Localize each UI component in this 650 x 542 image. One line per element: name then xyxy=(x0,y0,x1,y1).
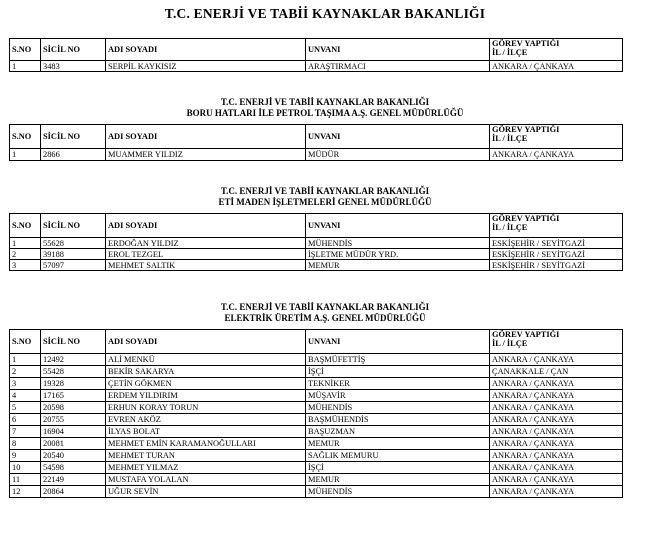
cell-sicil: 20755 xyxy=(41,414,106,426)
cell-location: ANKARA / ÇANKAYA xyxy=(490,486,623,498)
personnel-table-2 xyxy=(9,124,623,161)
cell-name: ERHUN KORAY TORUN xyxy=(106,402,306,414)
cell-sicil: 55628 xyxy=(41,238,106,249)
table-header-row xyxy=(10,39,623,61)
header-name: ADI SOYADI xyxy=(106,125,306,149)
cell-sicil: 20540 xyxy=(41,450,106,462)
table-header-row xyxy=(10,214,623,238)
cell-name: İLYAS BOLAT xyxy=(106,426,306,438)
cell-sno: 8 xyxy=(10,438,41,450)
header-location xyxy=(490,125,623,149)
header-location-line1: GÖREV YAPTIĞI xyxy=(492,214,560,223)
header-location-line1: GÖREV YAPTIĞI xyxy=(492,330,560,339)
cell-sno: 2 xyxy=(10,249,41,260)
cell-sno: 12 xyxy=(10,486,41,498)
cell-title: MEMUR xyxy=(306,260,490,271)
header-location-line2: İL / İLÇE xyxy=(492,48,528,58)
cell-title: MEMUR xyxy=(306,474,490,486)
cell-name: MEHMET YILMAZ xyxy=(106,462,306,474)
cell-name: MEHMET TURAN xyxy=(106,450,306,462)
cell-name: ALİ MENKÜ xyxy=(106,354,306,366)
header-title: UNVANI xyxy=(306,125,490,149)
page-title: T.C. ENERJİ VE TABİİ KAYNAKLAR BAKANLIĞI xyxy=(164,6,486,21)
cell-sno: 9 xyxy=(10,450,41,462)
cell-location: ANKARA / ÇANKAYA xyxy=(490,378,623,390)
table-row xyxy=(10,486,623,498)
cell-title: MÜHENDİS xyxy=(306,238,490,249)
cell-sno: 6 xyxy=(10,414,41,426)
cell-location: ANKARA / ÇANKAYA xyxy=(490,426,623,438)
cell-name: SERPİL KAYKISIZ xyxy=(106,61,306,72)
header-location-line2: İL / İLÇE xyxy=(492,339,528,349)
cell-sno: 10 xyxy=(10,462,41,474)
header-sno: S.NO xyxy=(10,330,41,354)
table-row xyxy=(10,249,623,260)
cell-sicil: 16904 xyxy=(41,426,106,438)
cell-sno: 1 xyxy=(10,61,41,72)
cell-sicil: 20864 xyxy=(41,486,106,498)
cell-sicil: 39188 xyxy=(41,249,106,260)
table-row xyxy=(10,414,623,426)
header-name: ADI SOYADI xyxy=(106,39,306,61)
cell-name: ÇETİN GÖKMEN xyxy=(106,378,306,390)
cell-sicil: 20081 xyxy=(41,438,106,450)
cell-location: ESKİŞEHİR / SEYİTGAZİ xyxy=(490,238,623,249)
cell-location: ESKİŞEHİR / SEYİTGAZİ xyxy=(490,249,623,260)
cell-name: MUSTAFA YOLALAN xyxy=(106,474,306,486)
section-2-title-org: BORU HATLARI İLE PETROL TAŞIMA A.Ş. GENEL MÜDÜRLÜĞÜ xyxy=(186,108,464,118)
section-4-title-ministry: T.C. ENERJİ VE TABİİ KAYNAKLAR BAKANLIĞI xyxy=(220,302,430,312)
header-location xyxy=(490,330,623,354)
cell-location: ANKARA / ÇANKAYA xyxy=(490,61,623,72)
table-row xyxy=(10,390,623,402)
cell-sicil: 2866 xyxy=(41,149,106,161)
cell-location: ANKARA / ÇANKAYA xyxy=(490,402,623,414)
cell-location: ANKARA / ÇANKAYA xyxy=(490,462,623,474)
header-sicil: SİCİL NO xyxy=(41,214,106,238)
table-row xyxy=(10,354,623,366)
table-row xyxy=(10,438,623,450)
section-3-title-ministry: T.C. ENERJİ VE TABİİ KAYNAKLAR BAKANLIĞI xyxy=(220,186,430,196)
cell-location: ANKARA / ÇANKAYA xyxy=(490,414,623,426)
cell-sno: 1 xyxy=(10,238,41,249)
cell-title: BAŞUZMAN xyxy=(306,426,490,438)
cell-title: BAŞMÜHENDİS xyxy=(306,414,490,426)
header-location-line2: İL / İLÇE xyxy=(492,134,528,144)
cell-title: SAĞLIK MEMURU xyxy=(306,450,490,462)
section-4-title-org: ELEKTRİK ÜRETİM A.Ş. GENEL MÜDÜRLÜĞÜ xyxy=(224,313,426,323)
header-location xyxy=(490,39,623,61)
header-title: UNVANI xyxy=(306,214,490,238)
cell-title: BAŞMÜFETTİŞ xyxy=(306,354,490,366)
cell-title: ARAŞTIRMACI xyxy=(306,61,490,72)
cell-title: İŞLETME MÜDÜR YRD. xyxy=(306,249,490,260)
cell-sno: 1 xyxy=(10,149,41,161)
cell-sno: 5 xyxy=(10,402,41,414)
cell-location: ANKARA / ÇANKAYA xyxy=(490,354,623,366)
cell-sicil: 55428 xyxy=(41,366,106,378)
cell-title: MÜHENDİS xyxy=(306,486,490,498)
cell-sicil: 19328 xyxy=(41,378,106,390)
cell-sno: 1 xyxy=(10,354,41,366)
header-sno: S.NO xyxy=(10,214,41,238)
header-name: ADI SOYADI xyxy=(106,214,306,238)
cell-sno: 3 xyxy=(10,378,41,390)
cell-name: MEHMET EMİN KARAMANOĞULLARI xyxy=(106,438,306,450)
cell-sicil: 22149 xyxy=(41,474,106,486)
header-sno: S.NO xyxy=(10,125,41,149)
section-2-title-ministry: T.C. ENERJİ VE TABİİ KAYNAKLAR BAKANLIĞI xyxy=(220,97,430,107)
cell-name: MUAMMER YILDIZ xyxy=(106,149,306,161)
cell-title: MÜDÜR xyxy=(306,149,490,161)
cell-title: İŞÇİ xyxy=(306,366,490,378)
cell-name: ERDEM YILDIRIM xyxy=(106,390,306,402)
cell-title: TEKNİKER xyxy=(306,378,490,390)
table-row xyxy=(10,402,623,414)
header-location xyxy=(490,214,623,238)
cell-sicil: 20598 xyxy=(41,402,106,414)
cell-sicil: 17165 xyxy=(41,390,106,402)
cell-name: UĞUR SEVİN xyxy=(106,486,306,498)
cell-title: MÜHENDİS xyxy=(306,402,490,414)
table-row xyxy=(10,474,623,486)
cell-name: MEHMET SALTIK xyxy=(106,260,306,271)
table-row xyxy=(10,462,623,474)
cell-sicil: 3483 xyxy=(41,61,106,72)
table-row xyxy=(10,238,623,249)
cell-title: İŞÇİ xyxy=(306,462,490,474)
header-sicil: SİCİL NO xyxy=(41,39,106,61)
cell-location: ANKARA / ÇANKAYA xyxy=(490,390,623,402)
header-location-line2: İL / İLÇE xyxy=(492,223,528,233)
cell-name: ERDOĞAN YILDIZ xyxy=(106,238,306,249)
table-row xyxy=(10,260,623,271)
cell-location: ÇANAKKALE / ÇAN xyxy=(490,366,623,378)
personnel-table-1 xyxy=(9,38,623,72)
personnel-table-4 xyxy=(9,329,623,498)
header-title: UNVANI xyxy=(306,330,490,354)
cell-location: ANKARA / ÇANKAYA xyxy=(490,474,623,486)
table-row xyxy=(10,450,623,462)
personnel-table-3 xyxy=(9,213,623,271)
cell-location: ANKARA / ÇANKAYA xyxy=(490,438,623,450)
table-header-row xyxy=(10,330,623,354)
header-location-line1: GÖREV YAPTIĞI xyxy=(492,39,560,48)
cell-name: EVREN AKÖZ xyxy=(106,414,306,426)
table-row xyxy=(10,149,623,161)
cell-sicil: 54598 xyxy=(41,462,106,474)
header-sicil: SİCİL NO xyxy=(41,125,106,149)
header-location-line1: GÖREV YAPTIĞI xyxy=(492,125,560,134)
cell-title: MEMUR xyxy=(306,438,490,450)
cell-sno: 4 xyxy=(10,390,41,402)
cell-sno: 7 xyxy=(10,426,41,438)
table-row xyxy=(10,378,623,390)
cell-title: MÜŞAVİR xyxy=(306,390,490,402)
header-title: UNVANI xyxy=(306,39,490,61)
table-row xyxy=(10,61,623,72)
table-row xyxy=(10,426,623,438)
table-header-row xyxy=(10,125,623,149)
cell-name: EROL TEZGEL xyxy=(106,249,306,260)
cell-sicil: 12492 xyxy=(41,354,106,366)
table-row xyxy=(10,366,623,378)
cell-location: ANKARA / ÇANKAYA xyxy=(490,450,623,462)
cell-name: BEKİR SAKARYA xyxy=(106,366,306,378)
cell-sno: 11 xyxy=(10,474,41,486)
cell-sno: 2 xyxy=(10,366,41,378)
header-name: ADI SOYADI xyxy=(106,330,306,354)
section-3-title-org: ETİ MADEN İŞLETMELERİ GENEL MÜDÜRLÜĞÜ xyxy=(218,197,432,207)
cell-location: ANKARA / ÇANKAYA xyxy=(490,149,623,161)
cell-location: ESKİŞEHİR / SEYİTGAZİ xyxy=(490,260,623,271)
header-sno: S.NO xyxy=(10,39,41,61)
header-sicil: SİCİL NO xyxy=(41,330,106,354)
cell-sicil: 57097 xyxy=(41,260,106,271)
cell-sno: 3 xyxy=(10,260,41,271)
